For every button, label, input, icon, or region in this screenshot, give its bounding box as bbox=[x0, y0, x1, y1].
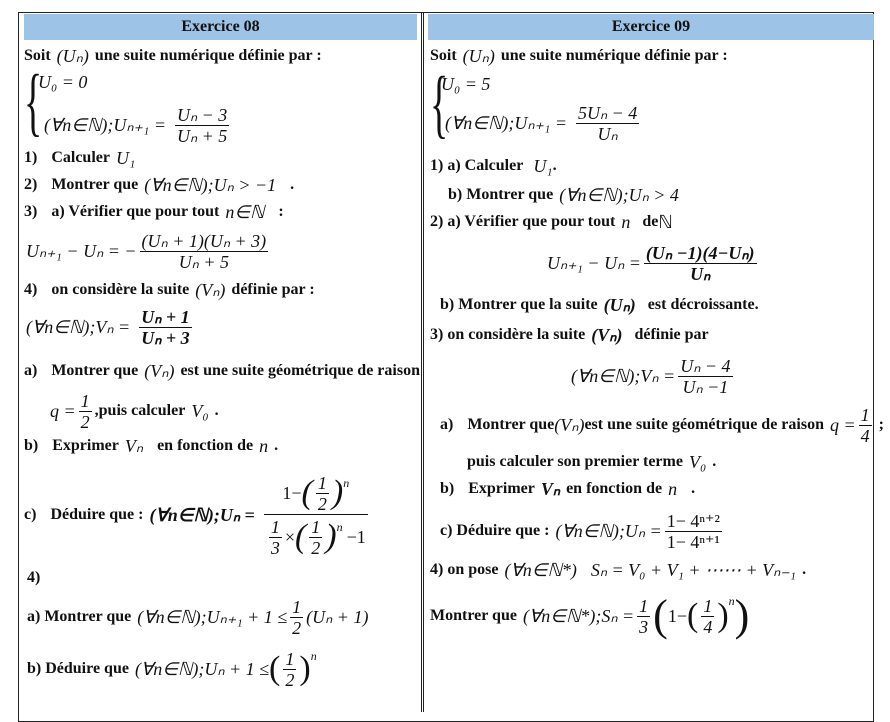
paren-open: ( bbox=[301, 474, 313, 511]
ex08-q3-formula bbox=[26, 226, 271, 276]
paren-open: ( bbox=[269, 650, 281, 687]
sequence-u: (Uₙ) bbox=[56, 45, 89, 66]
math: Vₙ bbox=[540, 478, 561, 499]
ex09-q3 bbox=[430, 320, 715, 350]
q-text: Montrer que bbox=[51, 362, 139, 379]
intro-text: Soit bbox=[24, 47, 51, 64]
punct: : bbox=[278, 203, 284, 220]
denominator: 2 bbox=[80, 411, 90, 432]
ex09-q2-formula bbox=[547, 238, 760, 288]
q-text: est une suite géométrique de raison bbox=[180, 362, 420, 379]
math: n bbox=[259, 435, 269, 456]
formula-rhs: (Uₙ + 1) bbox=[306, 606, 369, 627]
q-label: b) bbox=[24, 437, 39, 454]
ex08-q4c bbox=[24, 464, 371, 566]
denominator: Uₙ bbox=[644, 263, 757, 284]
q-text: en fonction de bbox=[157, 437, 254, 454]
numerator: Uₙ − 4 bbox=[680, 355, 731, 376]
q-text: définie par bbox=[634, 326, 709, 343]
numerator: 1 bbox=[80, 390, 90, 411]
math: n bbox=[621, 211, 631, 232]
ex08-q2 bbox=[24, 170, 300, 200]
bracketed-expression bbox=[653, 591, 750, 640]
intro-text: une suite numérique définie par : bbox=[94, 47, 322, 64]
punct: . bbox=[691, 480, 696, 497]
fraction bbox=[644, 243, 757, 284]
numerator: (Uₙ −1)(4−Uₙ) bbox=[645, 242, 755, 263]
denominator: Uₙ + 3 bbox=[141, 327, 190, 348]
fraction bbox=[665, 511, 722, 552]
ex09-q4b bbox=[430, 590, 755, 642]
q-text: a) Vérifier que pour tout bbox=[51, 203, 220, 220]
initial-term: U₀ = 5 bbox=[441, 73, 491, 94]
ex08-q4-def bbox=[26, 302, 195, 352]
punct: . bbox=[214, 402, 219, 419]
math: n∈ℕ bbox=[225, 201, 265, 222]
sum-definition: Sₙ = V₀ + V₁ + ⋯⋯ + Vₙ₋₁ bbox=[590, 559, 797, 580]
ex08-title: Exercice 08 bbox=[181, 18, 260, 35]
fraction bbox=[139, 307, 191, 348]
q-label: 4) bbox=[24, 281, 38, 298]
formula-lhs: (∀n∈ℕ);Uₙ = bbox=[555, 520, 662, 541]
math: (∀n∈ℕ*) bbox=[504, 559, 577, 580]
q-text: a) Montrer que bbox=[27, 608, 132, 625]
denominator: 3 bbox=[639, 616, 649, 637]
math: Vₙ bbox=[124, 435, 144, 456]
q-text: Exprimer bbox=[52, 437, 119, 454]
formula-lhs: (∀n∈ℕ);Vₙ = bbox=[26, 316, 131, 337]
formula-lhs: Uₙ₊₁ − Uₙ = − bbox=[26, 240, 137, 261]
q-text: on considère la suite bbox=[51, 281, 190, 298]
minus-one: −1 bbox=[346, 527, 366, 547]
paren-open: ( bbox=[653, 591, 668, 640]
denominator: Uₙ + 5 bbox=[140, 251, 269, 272]
q-text: ,puis calculer bbox=[94, 402, 186, 419]
ex09-q1b bbox=[448, 180, 685, 210]
denominator: 3 bbox=[270, 537, 280, 558]
denominator: Uₙ −1 bbox=[678, 376, 732, 397]
denominator: 4 bbox=[703, 616, 713, 637]
ex09-q3a2 bbox=[467, 447, 722, 477]
numerator: 5Uₙ − 4 bbox=[577, 102, 638, 123]
math: (Vₙ) bbox=[554, 414, 585, 435]
ex08-q1 bbox=[24, 143, 141, 173]
ex09-intro bbox=[430, 41, 734, 71]
one-minus: 1− bbox=[667, 605, 687, 626]
fraction bbox=[283, 649, 296, 690]
punct: . bbox=[712, 453, 717, 470]
math: (∀n∈ℕ);Uₙ > −1 bbox=[144, 174, 277, 195]
fraction bbox=[290, 597, 303, 638]
math: V₀ bbox=[191, 400, 209, 421]
q-text: en fonction de bbox=[566, 480, 663, 497]
paren-close: ) bbox=[717, 597, 729, 634]
math: (∀n∈ℕ);Uₙ > 4 bbox=[559, 184, 679, 205]
q-label: b) Montrer que bbox=[448, 186, 554, 203]
ex08-q4 bbox=[24, 275, 321, 305]
math: ℕ bbox=[658, 211, 673, 232]
fraction bbox=[678, 356, 732, 397]
q-text: Montrer que bbox=[51, 176, 139, 193]
ex08-q4b bbox=[24, 431, 284, 461]
numerator: 1 bbox=[292, 596, 302, 617]
formula-lhs: (∀n∈ℕ);Vₙ = bbox=[571, 365, 676, 386]
intro-text: une suite numérique définie par : bbox=[500, 47, 728, 64]
ex09-system-row2 bbox=[445, 98, 642, 148]
ratio-lhs: q = bbox=[829, 414, 856, 435]
denominator bbox=[264, 514, 368, 558]
ex08-q4a-ratio bbox=[50, 388, 225, 434]
ex09-system-row1 bbox=[441, 69, 496, 99]
ex09-q3c bbox=[440, 507, 725, 555]
formula-lhs: Uₙ₊₁ − Uₙ = bbox=[547, 252, 641, 273]
ex08-q5b bbox=[27, 645, 323, 693]
math: (Vₙ) bbox=[591, 324, 623, 345]
punct: . bbox=[274, 437, 279, 454]
paren-close: ) bbox=[299, 650, 311, 687]
numerator: 1 bbox=[317, 472, 327, 493]
exponent: n bbox=[343, 475, 350, 490]
recurrence-lhs: (∀n∈ℕ);Uₙ₊₁ = bbox=[445, 112, 567, 133]
exponent: n bbox=[728, 594, 735, 608]
ex08-header bbox=[24, 14, 417, 40]
q-text: est décroissante. bbox=[647, 296, 759, 313]
ex08-system-row1 bbox=[38, 67, 93, 97]
ex08-q5 bbox=[27, 563, 46, 593]
punct: . bbox=[802, 561, 807, 578]
q-text: Exprimer bbox=[468, 480, 535, 497]
fraction bbox=[269, 517, 282, 558]
q-label: 4) bbox=[27, 569, 41, 586]
paren-open: ( bbox=[686, 597, 699, 634]
denominator: 2 bbox=[317, 493, 327, 514]
punct: ; bbox=[878, 416, 884, 433]
q-label: a) bbox=[440, 416, 454, 433]
q-label: 2) a) Vérifier que pour tout bbox=[430, 213, 616, 230]
math: (Uₙ) bbox=[603, 294, 636, 315]
ratio-lhs: q = bbox=[50, 400, 76, 421]
q-label: b) Montrer que la suite bbox=[440, 296, 598, 313]
fraction bbox=[701, 596, 714, 637]
q-text: Montrer que bbox=[467, 416, 555, 433]
ex09-q3a bbox=[440, 402, 890, 448]
numerator: 1− 4ⁿ⁺² bbox=[666, 510, 720, 531]
formula-lhs: (∀n∈ℕ);Uₙ + 1 ≤ bbox=[134, 658, 270, 679]
numerator: 1 bbox=[270, 516, 280, 537]
denominator: Uₙ bbox=[576, 123, 639, 144]
math: U₁ bbox=[115, 147, 136, 168]
math: (Vₙ) bbox=[144, 360, 175, 381]
numerator: Uₙ − 3 bbox=[176, 104, 228, 125]
ex08-q4a bbox=[24, 356, 426, 386]
exponent: n bbox=[336, 519, 343, 534]
denominator: 1− 4ⁿ⁺¹ bbox=[666, 531, 720, 552]
num-prefix: 1− bbox=[282, 483, 302, 503]
denominator: 2 bbox=[285, 669, 295, 690]
numerator: Uₙ + 1 bbox=[141, 306, 190, 327]
q-label: Montrer que bbox=[430, 607, 517, 624]
intro-text: Soit bbox=[430, 47, 457, 64]
q-label: 3) on considère la suite bbox=[430, 326, 586, 343]
recurrence-lhs: (∀n∈ℕ);Uₙ₊₁ = bbox=[44, 114, 166, 135]
q-text: puis calculer son premier terme bbox=[467, 453, 683, 470]
ex09-header bbox=[428, 14, 874, 40]
denominator: 2 bbox=[311, 537, 321, 558]
fraction bbox=[859, 405, 872, 446]
ex09-q2b bbox=[440, 290, 765, 320]
fraction bbox=[79, 391, 92, 432]
brace-icon: { bbox=[24, 60, 43, 144]
denominator: Uₙ + 5 bbox=[176, 125, 228, 146]
formula-lhs: (∀n∈ℕ*);Sₙ = bbox=[522, 605, 635, 626]
initial-term: U₀ = 0 bbox=[38, 71, 88, 92]
paren-close: ) bbox=[734, 591, 750, 640]
sequence-u: (Uₙ) bbox=[462, 45, 495, 66]
q-text: b) Déduire que bbox=[27, 660, 129, 677]
numerator: 1 bbox=[703, 595, 713, 616]
ex09-q1a bbox=[430, 151, 563, 181]
ex09-title: Exercice 09 bbox=[611, 18, 691, 35]
q-text: définie par : bbox=[231, 281, 315, 298]
paren-close: ) bbox=[331, 474, 344, 511]
q-text: Déduire que : bbox=[50, 506, 144, 523]
ex08-q3 bbox=[24, 197, 290, 227]
numerator: 1 bbox=[285, 648, 295, 669]
q-label: 2) bbox=[24, 176, 38, 193]
q-text: de bbox=[642, 213, 659, 230]
q-label: 4) on pose bbox=[430, 561, 499, 578]
punct: . bbox=[290, 176, 295, 193]
fraction bbox=[175, 105, 229, 146]
power bbox=[269, 649, 317, 690]
math: V₀ bbox=[688, 451, 707, 472]
ex08-q5a bbox=[27, 594, 374, 640]
paren-open: ( bbox=[294, 518, 307, 555]
fraction bbox=[140, 231, 269, 272]
numerator: 1 bbox=[311, 516, 321, 537]
ex09-q3-def bbox=[571, 351, 736, 401]
ex09-q4 bbox=[430, 555, 812, 585]
numerator: 1 bbox=[860, 404, 870, 425]
q-label: 3) bbox=[24, 203, 38, 220]
q-label: 1) a) Calculer bbox=[430, 157, 524, 174]
fraction bbox=[309, 517, 322, 558]
paren-close: ) bbox=[325, 518, 337, 555]
fraction bbox=[264, 473, 368, 558]
punct: . bbox=[552, 157, 557, 174]
ex09-q3b bbox=[440, 474, 701, 504]
denominator: 4 bbox=[860, 425, 870, 446]
q-text: Calculer bbox=[51, 149, 110, 166]
q-text: est une suite géométrique de raison bbox=[584, 416, 824, 433]
q-label: a) bbox=[24, 362, 38, 379]
times-sign: × bbox=[284, 527, 295, 547]
fraction bbox=[316, 473, 329, 514]
formula-lhs: (∀n∈ℕ);Uₙ = bbox=[149, 504, 255, 525]
math: U₁ bbox=[533, 155, 553, 176]
math: (Vₙ) bbox=[195, 279, 226, 300]
formula-lhs: (∀n∈ℕ);Uₙ₊₁ + 1 ≤ bbox=[137, 606, 288, 627]
exponent: n bbox=[310, 648, 317, 663]
fraction bbox=[637, 596, 650, 637]
ex09-q2a bbox=[430, 207, 679, 237]
numerator: (Uₙ + 1)(Uₙ + 3) bbox=[141, 230, 267, 251]
denominator: 2 bbox=[292, 617, 302, 638]
numerator bbox=[280, 473, 351, 514]
numerator: 1 bbox=[639, 595, 649, 616]
q-label: b) bbox=[440, 480, 455, 497]
fraction bbox=[576, 103, 639, 144]
q-label: c) Déduire que : bbox=[440, 522, 550, 539]
brace-icon: { bbox=[430, 62, 449, 146]
q-label: 1) bbox=[24, 149, 38, 166]
q-label: c) bbox=[24, 506, 37, 523]
math: n bbox=[668, 478, 678, 499]
